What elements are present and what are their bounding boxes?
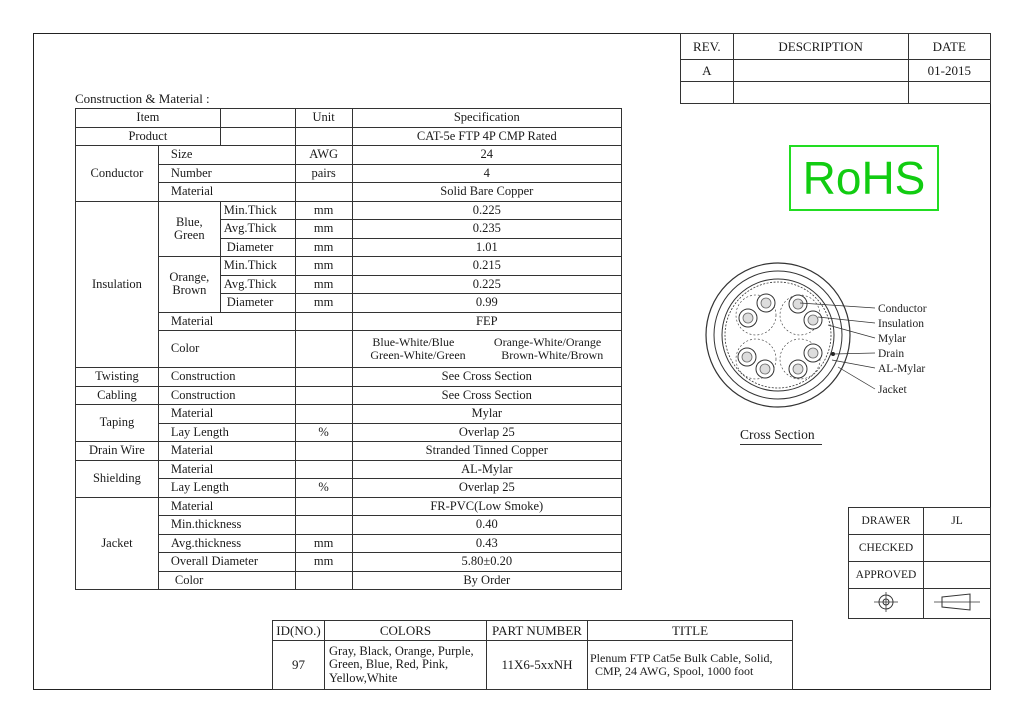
shielding-group: Shielding [76, 460, 159, 497]
copper-core [808, 315, 818, 325]
drawer-label: DRAWER [849, 508, 924, 535]
color-pair-2: Orange-White/Orange [493, 335, 602, 350]
colors-value [325, 641, 487, 690]
insulation-orange-brown-label [158, 257, 220, 313]
leader-mylar [828, 325, 875, 338]
insulation-group: Insulation [76, 201, 159, 368]
label-conductor: Conductor [878, 303, 927, 315]
conductor-material-unit [295, 183, 352, 202]
twisting-unit [295, 368, 352, 387]
jacket-material-unit [295, 497, 352, 516]
copper-core [793, 364, 803, 374]
twisting-group: Twisting [76, 368, 159, 387]
title-value [588, 641, 793, 690]
spec-table [75, 108, 622, 590]
insulation-material-unit [295, 312, 352, 331]
jacket-material-value: FR-PVC(Low Smoke) [352, 497, 621, 516]
copper-core [761, 298, 771, 308]
cross-section-caption: Cross Section [740, 427, 815, 442]
leader-conductor [800, 303, 875, 308]
insulation-color-value [352, 331, 621, 368]
taping-material-unit [295, 405, 352, 424]
insulation-color-label: Color [158, 331, 295, 368]
label-drain: Drain [878, 348, 905, 360]
colors-line-1: Gray, Black, Orange, Purple, [329, 644, 474, 659]
jacket-group: Jacket [76, 497, 159, 590]
taping-lay-value: Overlap 25 [352, 423, 621, 442]
revision-table [680, 33, 991, 104]
ob-diameter-value: 0.99 [352, 294, 621, 313]
al-mylar-ring [722, 279, 834, 391]
copper-core [760, 364, 770, 374]
ob-diameter-label: Diameter [220, 294, 295, 313]
jacket-avg-thickness-value: 0.43 [352, 534, 621, 553]
drain-wire-group: Drain Wire [76, 442, 159, 461]
label-insulation: Insulation [878, 318, 924, 330]
color-pair-4: Brown-White/Brown [501, 348, 604, 362]
cabling-unit [295, 386, 352, 405]
projection-symbol-cell-1 [849, 589, 924, 619]
brown-label: Brown [172, 283, 207, 298]
twisting-value: See Cross Section [352, 368, 621, 387]
shielding-material-label: Material [158, 460, 295, 479]
rev-empty [681, 82, 734, 104]
bg-avg-thick-unit: mm [295, 220, 352, 239]
crosshair-circle-icon [872, 591, 900, 613]
insulation-material-value: FEP [352, 312, 621, 331]
jacket-min-thickness-value: 0.40 [352, 516, 621, 535]
jacket-min-thickness-label: Min.thickness [158, 516, 295, 535]
rohs-mark: RoHS [789, 145, 939, 211]
colors-header: COLORS [325, 621, 487, 641]
green-label: Green [174, 227, 205, 242]
approved-label: APPROVED [849, 562, 924, 589]
part-number-value: 11X6-5xxNH [487, 641, 588, 690]
specification-header: Specification [352, 109, 621, 128]
taping-material-value: Mylar [352, 405, 621, 424]
item-header: Item [76, 109, 221, 128]
item-header-blank [220, 109, 295, 128]
jacket-avg-thickness-unit: mm [295, 534, 352, 553]
jacket-outer-ring [706, 263, 850, 407]
id-value: 97 [273, 641, 325, 690]
ob-diameter-unit: mm [295, 294, 352, 313]
shielding-lay-label: Lay Length [158, 479, 295, 498]
bg-min-thick-value: 0.225 [352, 201, 621, 220]
leader-jacket [838, 367, 875, 389]
bg-diameter-label: Diameter [220, 238, 295, 257]
shielding-lay-value: Overlap 25 [352, 479, 621, 498]
ob-min-thick-label: Min.Thick [220, 257, 295, 276]
color-pair-3: Green-White/Green [370, 348, 466, 362]
projection-symbol-cell-2 [924, 589, 991, 619]
section-caption: Construction & Material : [75, 91, 210, 106]
cabling-value: See Cross Section [352, 386, 621, 405]
drain-wire-value: Stranded Tinned Copper [352, 442, 621, 461]
product-blank [220, 127, 295, 146]
twisting-label: Construction [158, 368, 295, 387]
taping-group: Taping [76, 405, 159, 442]
checked-label: CHECKED [849, 535, 924, 562]
conductor-number-label: Number [158, 164, 295, 183]
leader-al-mylar [832, 360, 875, 368]
blue-label: Blue, [175, 214, 203, 229]
bg-diameter-value: 1.01 [352, 238, 621, 257]
colors-line-3: Yellow,White [329, 670, 398, 685]
cabling-group: Cabling [76, 386, 159, 405]
taping-material-label: Material [158, 405, 295, 424]
conductor-size-unit: AWG [295, 146, 352, 165]
bg-min-thick-label: Min.Thick [220, 201, 295, 220]
conductor-material-label: Material [158, 183, 295, 202]
copper-core [808, 348, 818, 358]
cross-section-diagram [700, 255, 940, 415]
bg-avg-thick-value: 0.235 [352, 220, 621, 239]
title-line-2: CMP, 24 AWG, Spool, 1000 foot [595, 664, 754, 678]
approved-value [924, 562, 991, 589]
jacket-avg-thickness-label: Avg.thickness [158, 534, 295, 553]
jacket-color-label: Color [158, 571, 295, 590]
color-pair-1: Blue-White/Blue [372, 335, 455, 350]
copper-core [743, 313, 753, 323]
jacket-color-value: By Order [352, 571, 621, 590]
bg-min-thick-unit: mm [295, 201, 352, 220]
conductor-number-unit: pairs [295, 164, 352, 183]
conductor-size-value: 24 [352, 146, 621, 165]
drain-wire-unit [295, 442, 352, 461]
date-header: DATE [908, 34, 990, 60]
insulation-material-label: Material [158, 312, 295, 331]
conductor-group: Conductor [76, 146, 159, 202]
title-block-table [272, 620, 793, 690]
label-jacket: Jacket [878, 384, 907, 396]
cabling-label: Construction [158, 386, 295, 405]
colors-line-2: Green, Blue, Red, Pink, [329, 657, 449, 672]
ob-min-thick-unit: mm [295, 257, 352, 276]
orange-label: Orange, [169, 270, 210, 285]
drawer-value: JL [924, 508, 991, 535]
product-unit [295, 127, 352, 146]
bg-diameter-unit: mm [295, 238, 352, 257]
cross-section-underline [740, 444, 822, 445]
taping-lay-label: Lay Length [158, 423, 295, 442]
description-header: DESCRIPTION [733, 34, 908, 60]
label-al-mylar: AL-Mylar [878, 363, 926, 375]
title-line-1: Plenum FTP Cat5e Bulk Cable, Solid, [590, 651, 773, 666]
insulation-color-unit [295, 331, 352, 368]
rev-header: REV. [681, 34, 734, 60]
part-number-header: PART NUMBER [487, 621, 588, 641]
conductor-material-value: Solid Bare Copper [352, 183, 621, 202]
jacket-inner-ring [714, 271, 842, 399]
product-label: Product [76, 127, 221, 146]
unit-header: Unit [295, 109, 352, 128]
ob-avg-thick-value: 0.225 [352, 275, 621, 294]
jacket-overall-diameter-label: Overall Diameter [158, 553, 295, 572]
title-header: TITLE [588, 621, 793, 641]
leader-insulation [818, 317, 875, 323]
jacket-overall-diameter-unit: mm [295, 553, 352, 572]
bg-avg-thick-label: Avg.Thick [220, 220, 295, 239]
conductor-number-value: 4 [352, 164, 621, 183]
label-mylar: Mylar [878, 333, 907, 345]
ob-avg-thick-label: Avg.Thick [220, 275, 295, 294]
copper-core [793, 299, 803, 309]
product-value: CAT-5e FTP 4P CMP Rated [352, 127, 621, 146]
ob-min-thick-value: 0.215 [352, 257, 621, 276]
date-value: 01-2015 [908, 60, 990, 82]
id-header: ID(NO.) [273, 621, 325, 641]
jacket-material-label: Material [158, 497, 295, 516]
taping-lay-unit: % [295, 423, 352, 442]
jacket-overall-diameter-value: 5.80±0.20 [352, 553, 621, 572]
copper-core [742, 352, 752, 362]
jacket-min-thickness-unit [295, 516, 352, 535]
shielding-lay-unit: % [295, 479, 352, 498]
date-empty [908, 82, 990, 104]
approval-table [848, 507, 991, 619]
conductor-size-label: Size [158, 146, 295, 165]
description-empty [733, 82, 908, 104]
description-value [733, 60, 908, 82]
shielding-material-unit [295, 460, 352, 479]
checked-value [924, 535, 991, 562]
drain-wire-label: Material [158, 442, 295, 461]
rev-value: A [681, 60, 734, 82]
ob-avg-thick-unit: mm [295, 275, 352, 294]
jacket-color-unit [295, 571, 352, 590]
shielding-material-value: AL-Mylar [352, 460, 621, 479]
insulation-blue-green-label [158, 201, 220, 257]
taper-icon [932, 591, 982, 613]
